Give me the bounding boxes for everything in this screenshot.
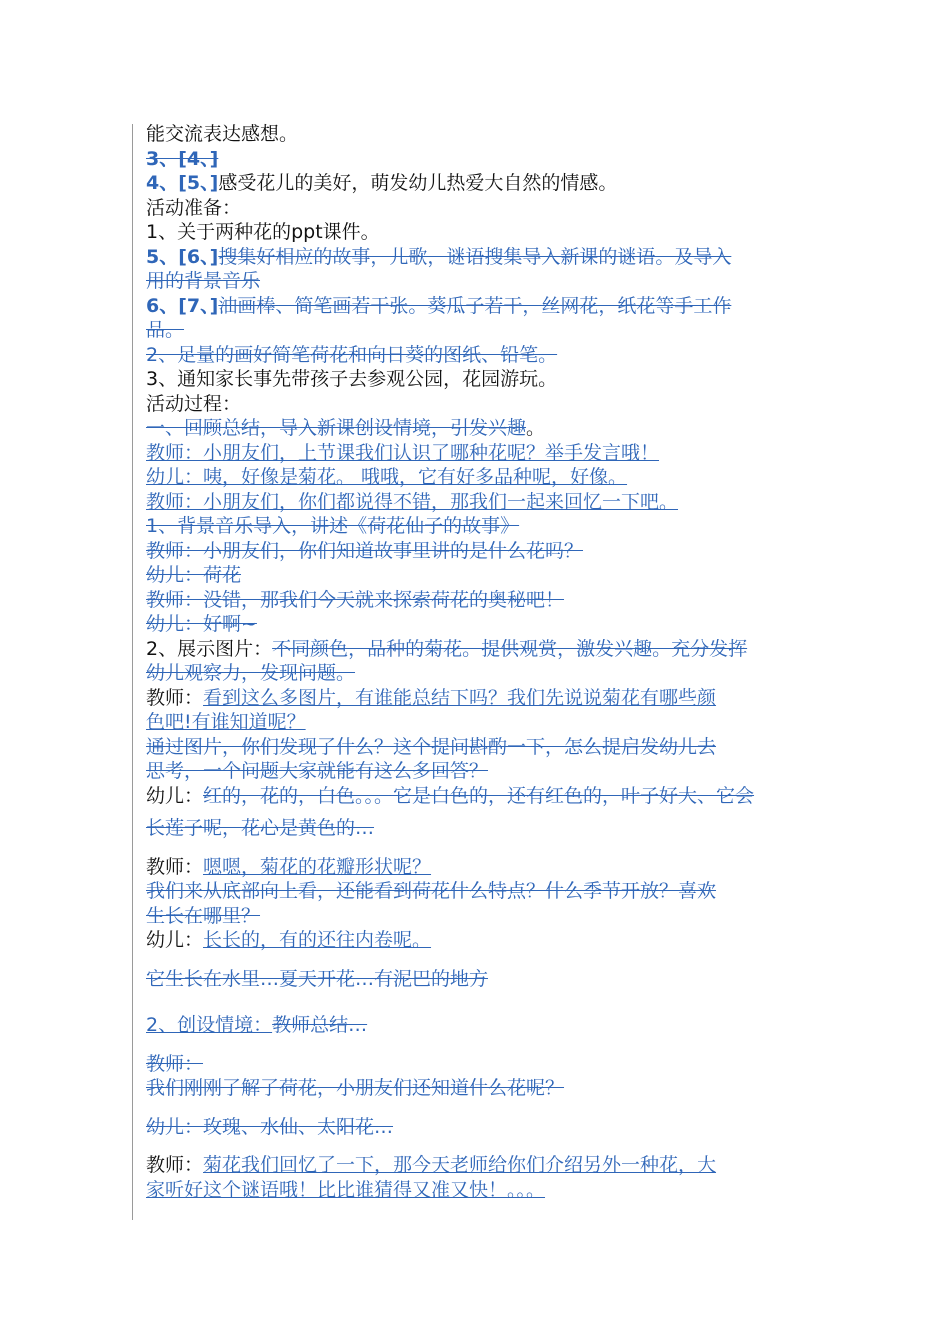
deleted-text: 教师总结… — [272, 1014, 368, 1036]
deleted-text: 教师：没错，那我们今天就来探索荷花的奥秘吧！ — [146, 588, 565, 611]
line: 长莲子呢，花心是黄色的… — [146, 817, 375, 839]
line: 1、关于两种花的ppt课件。 — [146, 221, 380, 243]
line — [146, 1115, 816, 1140]
line — [146, 245, 816, 270]
line: 3、通知家长事先带孩子去参观公园，花园游玩。 — [146, 368, 558, 390]
deleted-text: 通过图片，你们发现了什么？这个提问斟酌一下，怎么提启发幼儿去 — [146, 735, 717, 758]
line: 幼儿：长长的，有的还往内卷呢。 — [146, 929, 432, 951]
deleted-text: 教师： — [146, 1052, 204, 1075]
list-number: 6、[7、] — [146, 294, 219, 317]
deleted-text: 2、足量的画好简笔荷花和向日葵的图纸、铅笔。 — [146, 343, 558, 366]
line — [146, 612, 816, 637]
revised-text: 不同颜色，品种的菊花。提供观赏，激发兴趣。充分发挥 — [272, 637, 748, 660]
line — [146, 735, 816, 760]
line — [146, 147, 816, 172]
list-number: 5、[6、] — [146, 245, 219, 268]
deleted-text: 思考，一个问题大家就能有这么多回答？ — [146, 760, 489, 782]
line — [146, 465, 816, 490]
inserted-text: 嗯嗯，菊花的花瓣形状呢？ — [203, 855, 432, 878]
list-number: 4、[5、] — [146, 172, 219, 194]
inserted-text: 看到这么多图片，有谁能总结下吗？我们先说说菊花有哪些颜 — [203, 686, 717, 709]
inserted-text: 幼儿：咦，好像是菊花。 哦哦，它有好多品种呢，好像。 — [146, 466, 628, 488]
inserted-text: 教师：小朋友们，上节课我们认识了哪种花呢？举手发言哦！ — [146, 441, 660, 464]
line — [146, 1052, 816, 1077]
document-body — [146, 122, 816, 1202]
line — [146, 1013, 816, 1038]
line — [146, 904, 816, 929]
deleted-text: 幼儿：玫瑰、水仙、太阳花… — [146, 1115, 394, 1138]
change-bar — [132, 124, 133, 1220]
line — [146, 588, 816, 613]
section-heading: 活动过程： — [146, 392, 242, 415]
inserted-text: 菊花我们回忆了一下，那今天老师给你们介绍另外一种花，大 — [203, 1154, 717, 1176]
line — [146, 759, 816, 784]
line: 2、展示图片：不同颜色，品种的菊花。提供观赏，激发兴趣。充分发挥 — [146, 637, 748, 660]
line: 色吧!有谁知道呢？ — [146, 711, 306, 733]
deleted-text: 生长在哪里？ — [146, 904, 261, 927]
inserted-text: 教师：小朋友们，你们都说得不错，那我们一起来回忆一下吧。 — [146, 490, 679, 513]
line: 幼儿：红的，花的，白色。。。它是白色的，还有红色的，叶子好大、它会 — [146, 784, 755, 807]
deleted-text: 教师：小朋友们，你们知道故事里讲的是什么花吗？ — [146, 539, 584, 562]
line — [146, 441, 816, 466]
line — [146, 343, 816, 368]
line: 幼儿观察力，发现问题。 — [146, 662, 356, 684]
line: 家听好这个谜语哦！比比谁猜得又准又快！。。。 — [146, 1178, 546, 1201]
line — [146, 294, 816, 319]
deleted-text: 幼儿：荷花 — [146, 564, 242, 586]
deleted-numbering: 3、[4、] — [146, 147, 219, 170]
deleted-text: 幼儿：好啊~ — [146, 613, 257, 635]
line: 教师：嗯嗯，菊花的花瓣形状呢？ — [146, 855, 432, 878]
inserted-text: 2、创设情境： — [146, 1014, 273, 1036]
line — [146, 490, 816, 515]
deleted-text: 一、回顾总结，导入新课创设情境，引发兴趣 — [146, 417, 527, 439]
deleted-text: 它生长在水里…夏天开花…有泥巴的地方 — [146, 967, 489, 990]
line: 品。 — [146, 319, 185, 341]
line: 教师：看到这么多图片，有谁能总结下吗？我们先说说菊花有哪些颜 — [146, 686, 717, 709]
section-heading: 活动准备： — [146, 196, 242, 219]
deleted-text: 1、背景音乐导入，讲述《荷花仙子的故事》 — [146, 515, 520, 537]
line — [146, 967, 816, 992]
line: 用的背景音乐 — [146, 270, 261, 292]
line: 一、回顾总结，导入新课创设情境，引发兴趣。 — [146, 417, 546, 439]
line: 4、[5、]感受花儿的美好，萌发幼儿热爱大自然的情感。 — [146, 172, 618, 194]
line — [146, 539, 816, 564]
inserted-text: 长长的，有的还往内卷呢。 — [203, 929, 432, 951]
line: 能交流表达感想。 — [146, 123, 299, 145]
line — [146, 879, 816, 904]
line — [146, 563, 816, 588]
deleted-text: 我们来从底部向上看，还能看到荷花什么特点？什么季节开放？喜欢 — [146, 880, 717, 902]
deleted-text: 我们刚刚了解了荷花，小朋友们还知道什么花呢？ — [146, 1077, 565, 1099]
revised-text: 红的，花的，白色。。。它是白色的，还有红色的，叶子好大、它会 — [203, 784, 755, 807]
revised-text: 搜集好相应的故事，儿歌，谜语搜集导入新课的谜语。及导入 — [218, 245, 732, 268]
line — [146, 514, 816, 539]
revised-text: 油画棒、简笔画若干张。葵瓜子若干，丝网花，纸花等手工作 — [218, 294, 732, 317]
line — [146, 1076, 816, 1101]
line: 教师：菊花我们回忆了一下，那今天老师给你们介绍另外一种花，大 — [146, 1154, 717, 1176]
